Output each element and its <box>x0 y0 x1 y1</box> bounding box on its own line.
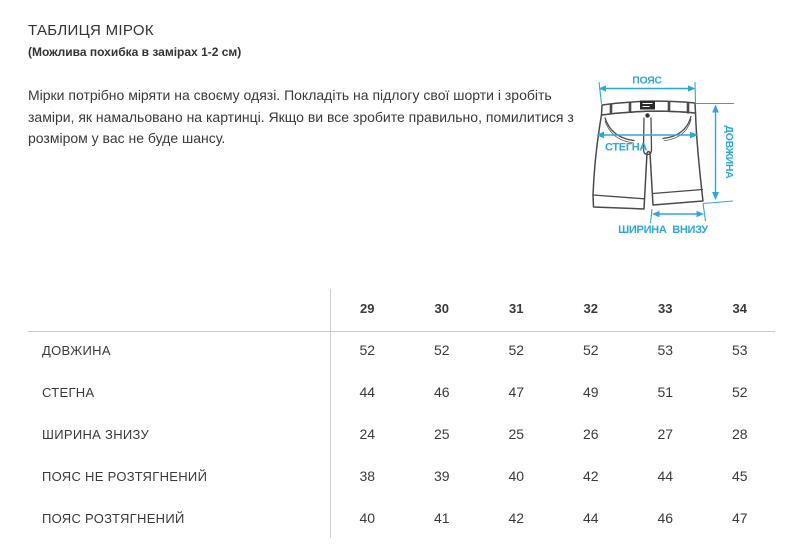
bottom-width-label: ШИРИНА ВНИЗУ <box>618 224 708 236</box>
size-value-cell: 52 <box>582 342 599 358</box>
size-value-cell: 40 <box>359 510 376 526</box>
measurement-row-label: ПОЯС НЕ РОЗТЯГНЕНИЙ <box>42 468 208 484</box>
size-value-cell: 40 <box>508 468 525 484</box>
measurement-row-label: ДОВЖИНА <box>42 342 111 358</box>
size-value-cell: 41 <box>433 510 450 526</box>
measurement-row-label: СТЕГНА <box>42 384 95 400</box>
measuring-instructions: Мірки потрібно міряти на своєму одязі. Покладіть на підлогу свої шорти і зробіть заміри, як намальовано на картинці. Якщо ви все зробите правильно, помилитися з розміром у вас не буде шансу. <box>28 87 574 147</box>
size-value-cell: 49 <box>582 384 599 400</box>
page-header <box>28 22 241 59</box>
size-value-cell: 39 <box>433 468 450 484</box>
size-value-cell: 44 <box>657 468 674 484</box>
size-value-cell: 44 <box>582 510 599 526</box>
waist-label: ПОЯС <box>632 74 662 87</box>
shorts-drawing <box>593 101 703 210</box>
waist-button <box>645 113 649 117</box>
size-table-row <box>0 329 800 371</box>
size-value-cell: 38 <box>359 468 376 484</box>
page-title: ТАБЛИЦЯ МІРОК <box>28 22 154 39</box>
page-subtitle: (Можлива похибка в замірах 1-2 см) <box>28 45 242 59</box>
size-column-header: 31 <box>509 301 524 316</box>
size-value-cell: 42 <box>582 468 599 484</box>
size-table-row <box>0 455 800 497</box>
size-table-row <box>0 371 800 413</box>
shorts-measurement-diagram <box>585 57 800 249</box>
measurement-row-label: ШИРИНА ЗНИЗУ <box>42 426 150 442</box>
measurement-row-label: ПОЯС РОЗТЯГНЕНИЙ <box>42 510 185 526</box>
size-column-header: 30 <box>434 301 449 316</box>
size-value-cell: 44 <box>359 384 376 400</box>
size-value-cell: 47 <box>731 510 748 526</box>
size-value-cell: 47 <box>508 384 525 400</box>
hips-label: СТЕГНА <box>605 141 648 154</box>
size-value-cell: 52 <box>433 342 450 358</box>
brand-label <box>640 101 655 110</box>
size-value-cell: 24 <box>359 426 376 442</box>
size-value-cell: 25 <box>433 426 450 442</box>
waist-measure <box>599 75 696 105</box>
size-value-cell: 42 <box>508 510 525 526</box>
size-table-row <box>0 497 800 539</box>
size-value-cell: 51 <box>657 384 674 400</box>
size-column-header: 33 <box>658 301 673 316</box>
size-column-header: 32 <box>583 301 598 316</box>
size-value-cell: 52 <box>731 384 748 400</box>
size-value-cell: 53 <box>657 342 674 358</box>
size-value-cell: 26 <box>582 426 599 442</box>
size-value-cell: 52 <box>359 342 376 358</box>
size-value-cell: 53 <box>731 342 748 358</box>
size-table-row <box>0 413 800 455</box>
size-column-header: 34 <box>732 301 747 316</box>
size-value-cell: 27 <box>657 426 674 442</box>
size-value-cell: 25 <box>508 426 525 442</box>
size-column-header: 29 <box>360 301 375 316</box>
length-label: ДОВЖИНА <box>723 125 735 179</box>
size-value-cell: 52 <box>508 342 525 358</box>
size-value-cell: 45 <box>731 468 748 484</box>
size-table-header-row <box>0 288 800 329</box>
size-table <box>0 288 800 539</box>
size-value-cell: 46 <box>657 510 674 526</box>
size-value-cell: 46 <box>433 384 450 400</box>
size-value-cell: 28 <box>731 426 748 442</box>
